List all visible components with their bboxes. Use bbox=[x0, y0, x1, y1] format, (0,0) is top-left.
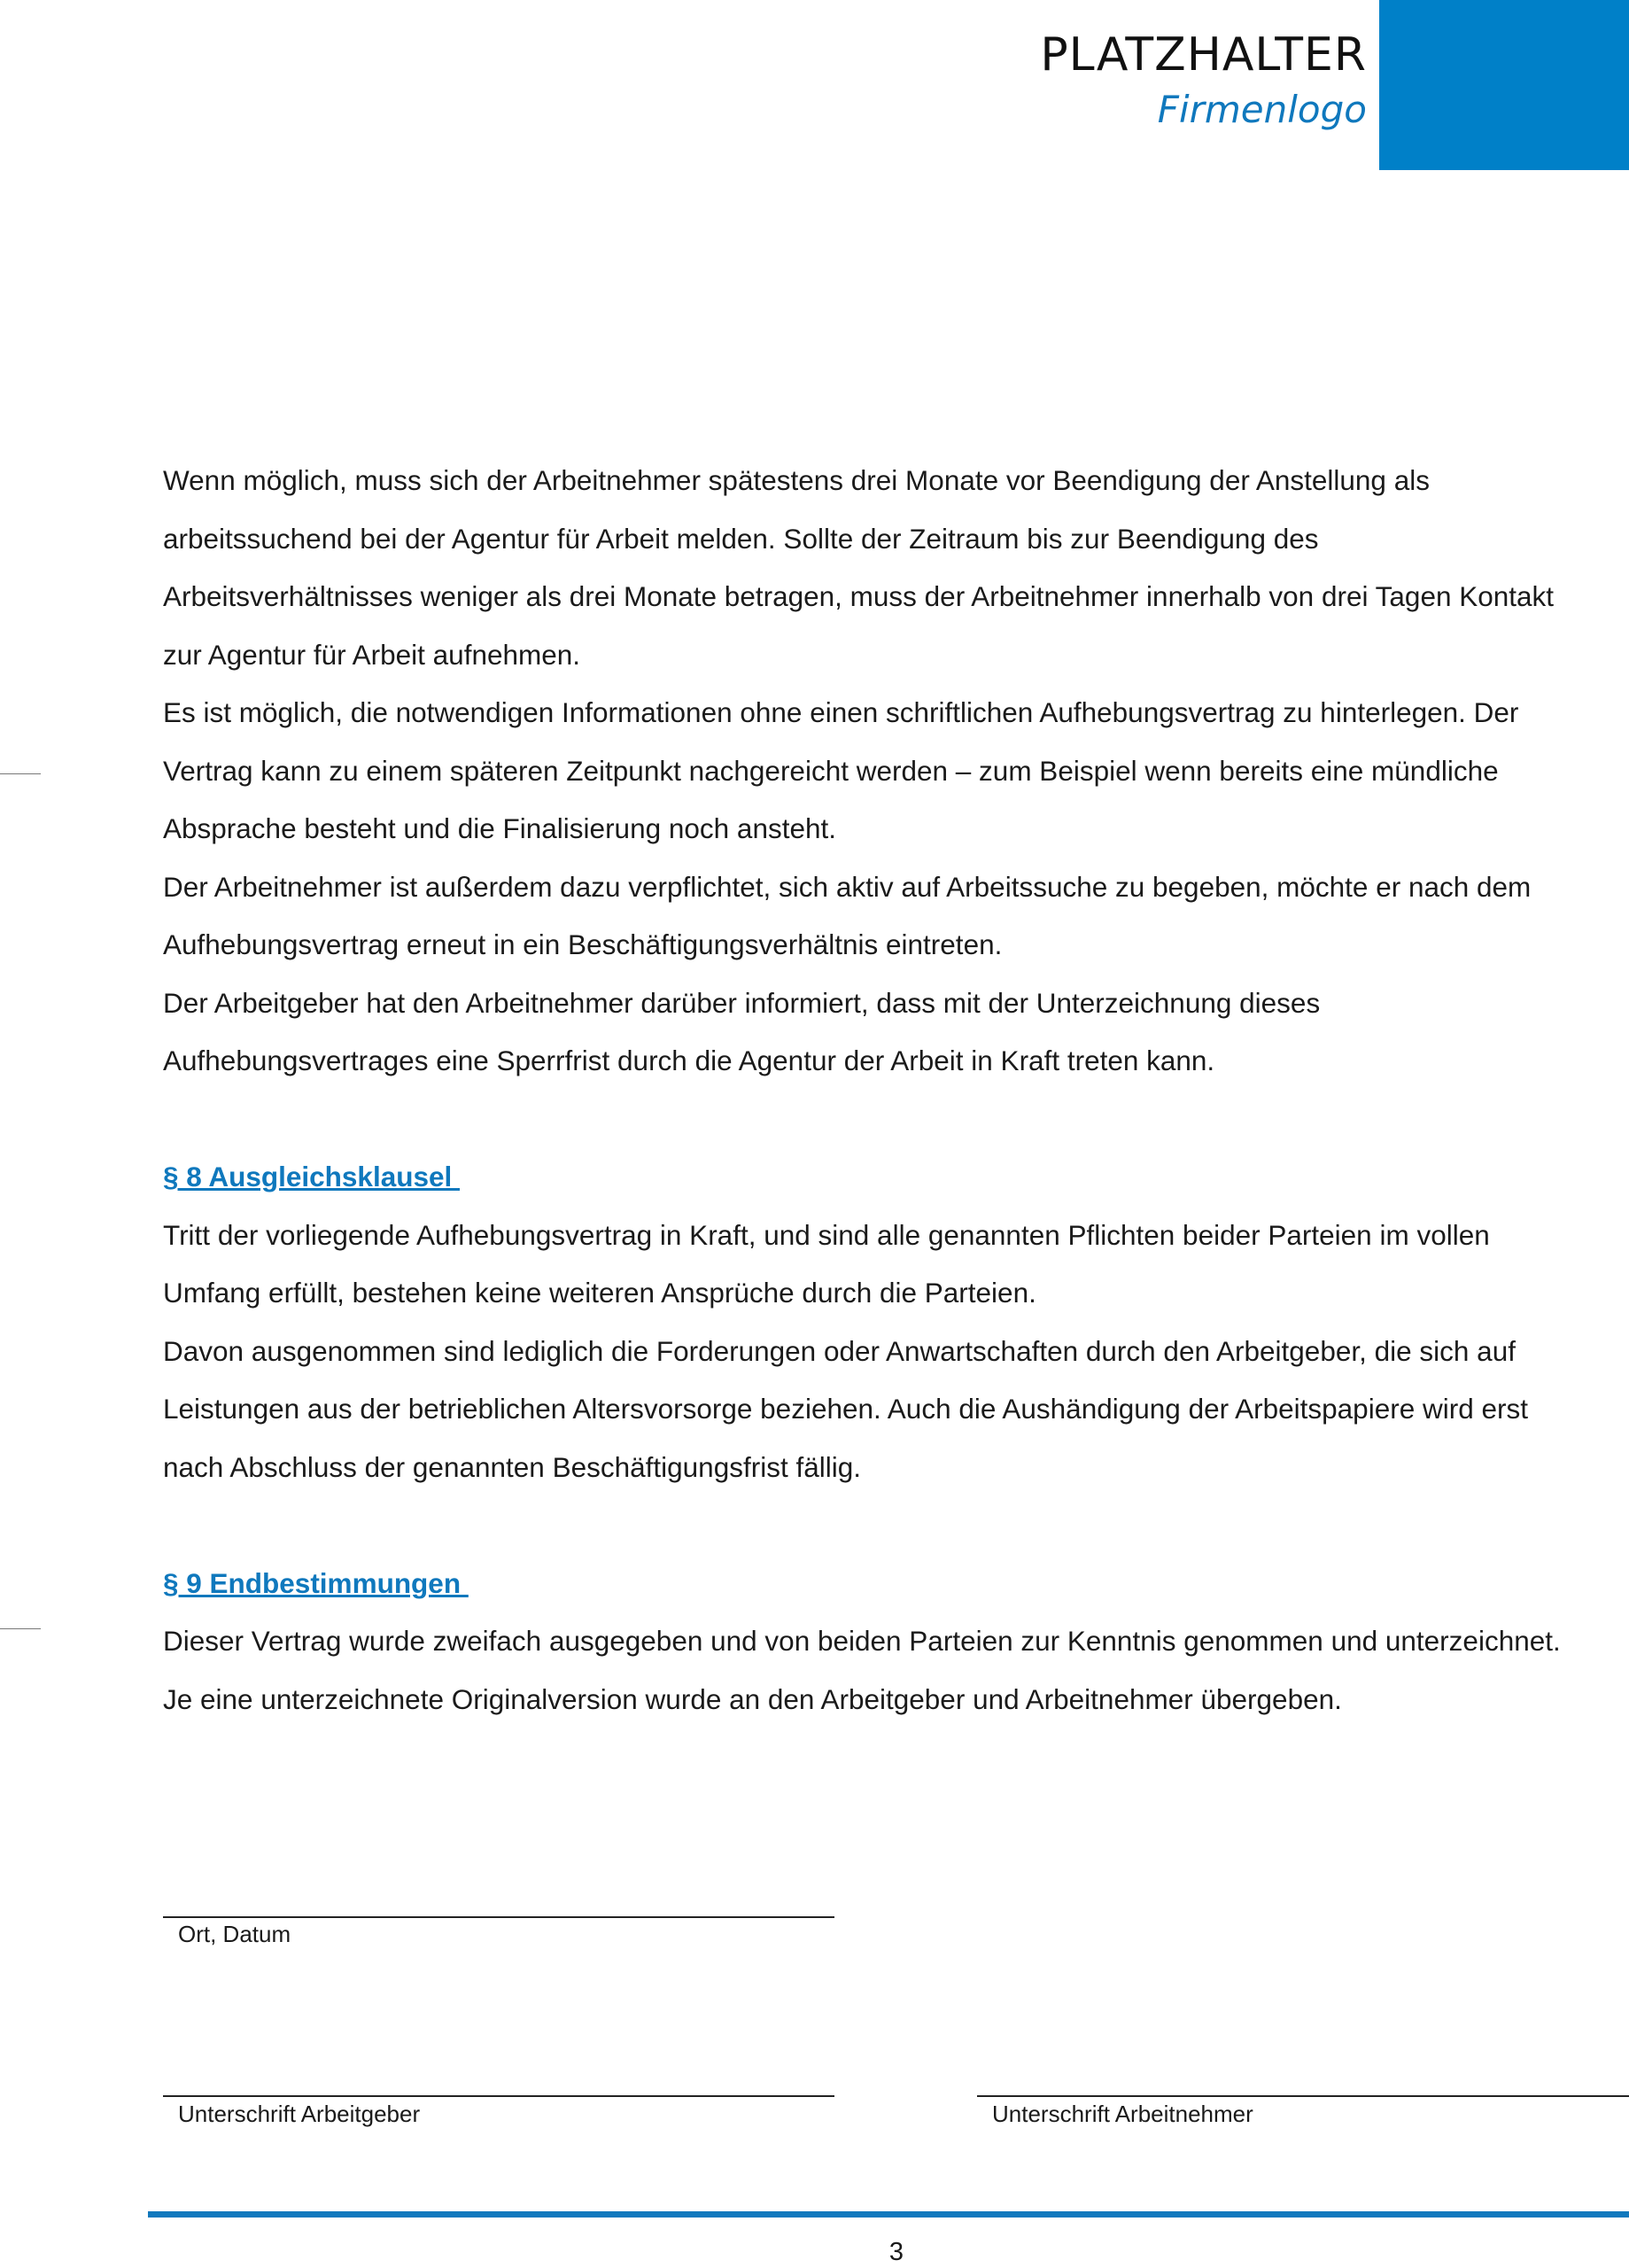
body-line: Der Arbeitnehmer ist außerdem dazu verpflichtet, sich aktiv auf Arbeitssuche zu begeben, möchte er nach dem bbox=[163, 870, 1532, 903]
employer-signature-line bbox=[163, 2095, 834, 2097]
section-9-heading: § 9 Endbestimmungen bbox=[163, 1566, 469, 1599]
employer-signature-label: Unterschrift Arbeitgeber bbox=[178, 2101, 421, 2127]
body-line: Umfang erfüllt, bestehen keine weiteren Ansprüche durch die Parteien. bbox=[163, 1277, 1036, 1309]
employee-signature-label: Unterschrift Arbeitnehmer bbox=[992, 2101, 1253, 2127]
body-line: zur Agentur für Arbeit aufnehmen. bbox=[163, 638, 581, 671]
footer-rule bbox=[148, 2211, 1629, 2218]
body-line: Davon ausgenommen sind lediglich die Forderungen oder Anwartschaften durch den Arbeitgeber, die sich auf bbox=[163, 1334, 1516, 1367]
body-line: Je eine unterzeichnete Originalversion wurde an den Arbeitgeber und Arbeitnehmer übergeben. bbox=[163, 1682, 1342, 1715]
body-line: arbeitssuchend bei der Agentur für Arbeit melden. Sollte der Zeitraum bis zur Beendigung des bbox=[163, 522, 1319, 555]
fold-mark-bottom bbox=[0, 1628, 41, 1629]
body-line: Aufhebungsvertrag erneut in ein Beschäftigungsverhältnis eintreten. bbox=[163, 928, 1003, 960]
page-number: 3 bbox=[888, 2238, 904, 2266]
body-line: Dieser Vertrag wurde zweifach ausgegeben und von beiden Parteien zur Kenntnis genommen und unterzeichnet. bbox=[163, 1625, 1561, 1657]
body-line: Absprache besteht und die Finalisierung noch ansteht. bbox=[163, 812, 836, 844]
body-line: Tritt der vorliegende Aufhebungsvertrag in Kraft, und sind alle genannten Pflichten beider Parteien im vollen bbox=[163, 1218, 1490, 1251]
body-line: Der Arbeitgeber hat den Arbeitnehmer darüber informiert, dass mit der Unterzeichnung dieses bbox=[163, 986, 1321, 1019]
section-8-heading: § 8 Ausgleichsklausel bbox=[163, 1161, 460, 1192]
section-spacer bbox=[163, 1091, 1629, 1149]
section-spacer bbox=[163, 1496, 1629, 1555]
employee-signature-line bbox=[977, 2095, 1629, 2097]
body-line: Vertrag kann zu einem späteren Zeitpunkt nachgereicht werden – zum Beispiel wenn bereits eine mündliche bbox=[163, 754, 1499, 787]
body-line: nach Abschluss der genannten Beschäftigungsfrist fällig. bbox=[163, 1450, 861, 1483]
body-line: Arbeitsverhältnisses weniger als drei Monate betragen, muss der Arbeitnehmer innerhalb von drei Tagen Kontakt bbox=[163, 580, 1555, 612]
company-logo-title: PLATZHALTER bbox=[1040, 28, 1367, 82]
place-date-label: Ort, Datum bbox=[178, 1921, 291, 1947]
body-line: Es ist möglich, die notwendigen Informationen ohne einen schriftlichen Aufhebungsvertrag zu hinterlegen. Der bbox=[163, 696, 1519, 728]
body-line: Leistungen aus der betrieblichen Altersvorsorge beziehen. Auch die Aushändigung der Arbeitspapiere wird erst bbox=[163, 1393, 1528, 1425]
place-date-signature-line bbox=[163, 1916, 834, 1918]
company-logo-subtitle: Firmenlogo bbox=[1157, 88, 1367, 131]
body-line: Wenn möglich, muss sich der Arbeitnehmer spätestens drei Monate vor Beendigung der Anstellung als bbox=[163, 464, 1430, 496]
body-line: Aufhebungsvertrages eine Sperrfrist durch die Agentur der Arbeit in Kraft treten kann. bbox=[163, 1045, 1215, 1076]
fold-mark-top bbox=[0, 773, 41, 774]
document-body bbox=[163, 452, 1629, 1728]
logo-accent-block bbox=[1379, 0, 1629, 170]
